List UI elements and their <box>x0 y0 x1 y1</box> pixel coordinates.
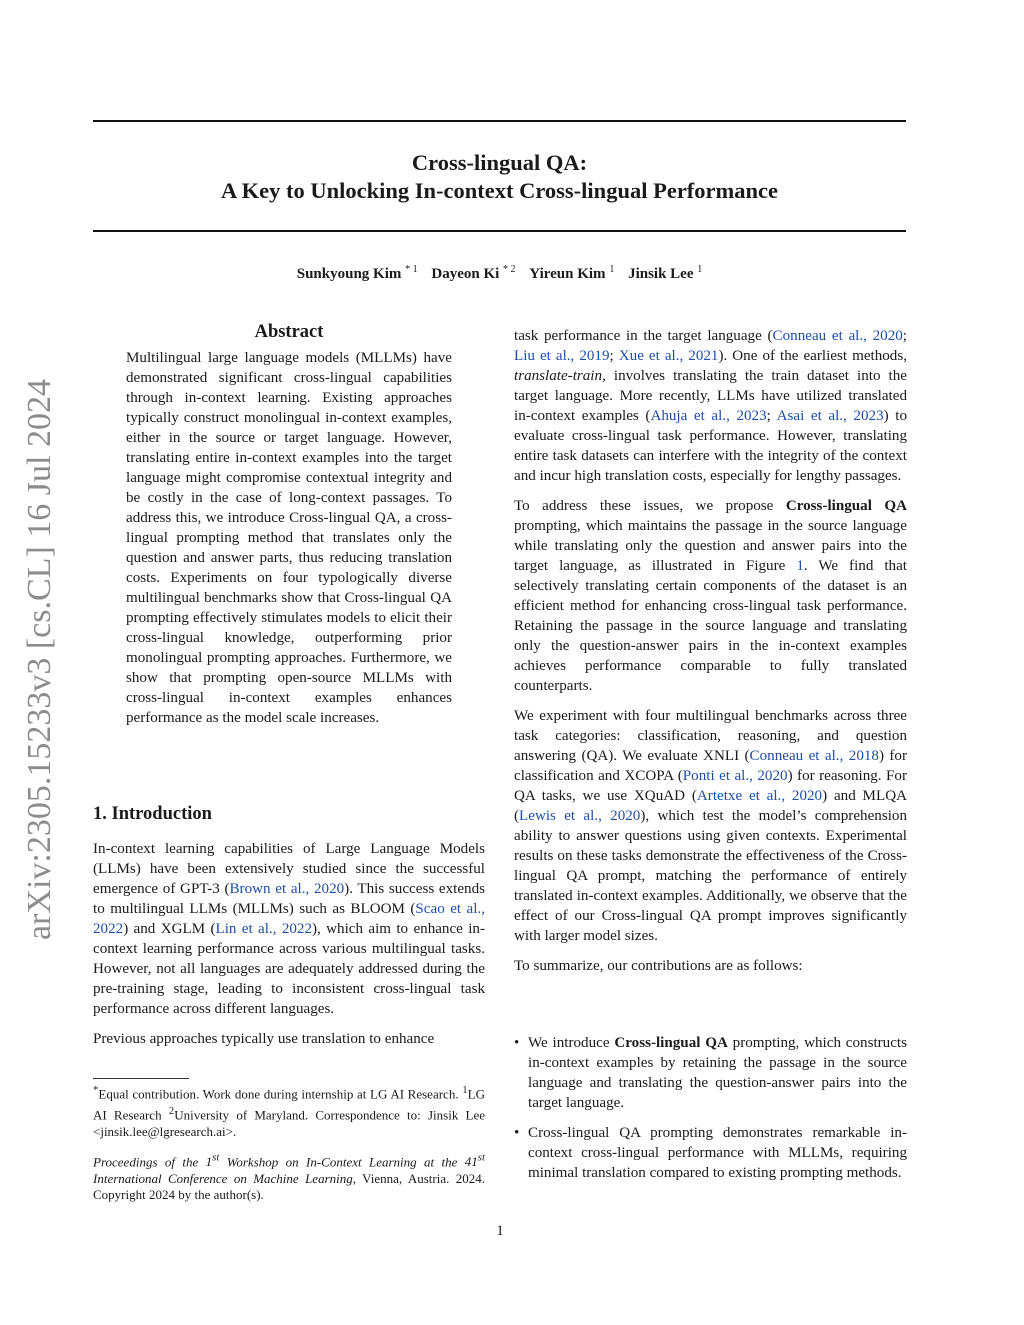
abstract-heading: Abstract <box>254 322 324 342</box>
citation-link[interactable]: Lin et al., 2022 <box>215 921 313 937</box>
right-paragraph-4: To summarize, our contributions are as follows: <box>514 958 803 974</box>
right-paragraph-1: task performance in the target language (Conneau et al., 2020; Liu et al., 2019; Xue et al., 2021). One of the earliest methods, translate-train, involves translating the train dataset into the target language. More recently, LLMs have utilized translated in-context examples (Ahuja et al., 2023; Asai et al., 2023) to evaluate cross-lingual task performance. However, translating entire task datasets can interfere with the integrity of the context and incur high translation costs, especially for lengthy passages. <box>514 328 907 484</box>
citation-link[interactable]: Conneau et al., 2020 <box>772 328 903 344</box>
citation-link[interactable]: Xue et al., 2021 <box>618 348 719 364</box>
citation-link[interactable]: Ponti et al., 2020 <box>682 768 788 784</box>
figure-link[interactable]: 1 <box>796 558 804 574</box>
intro-paragraph-2: Previous approaches typically use translation to enhance <box>93 1031 435 1047</box>
citation-link[interactable]: Scao et al., 2022 <box>93 901 485 937</box>
list-item: • Cross-lingual QA prompting demonstrates remarkable in-context cross-lingual performance with MLLMs, requiring minimal translation compared to existing prompting methods. <box>514 1125 907 1181</box>
list-item: • We introduce Cross-lingual QA prompting, which constructs in-context examples by retaining the passage in the source language and translating the question-answer pairs into the target language. <box>514 1035 907 1111</box>
citation-link[interactable]: Brown et al., 2020 <box>229 881 345 897</box>
bottom-rule <box>93 230 906 232</box>
page-number: 1 <box>496 1223 504 1239</box>
author: Dayeon Ki $^{* 2}$ <box>431 264 516 282</box>
citation-link[interactable]: Asai et al., 2023 <box>776 408 884 424</box>
author: Yireun Kim $^1$ <box>529 264 615 282</box>
right-column <box>514 326 907 976</box>
proceedings-note: Proceedings of the 1st Workshop on In-Context Learning at the 41st International Conference on Machine Learning, Vienna, Austria. 2024. Copyright 2024 by the author(s). <box>93 1152 486 1203</box>
right-paragraph-2: To address these issues, we propose Cross-lingual QA prompting, which maintains the passage in the source language while translating only the question and answer pairs into the target language, as illustrated in Figure 1. We find that selectively translating certain components of the dataset is an efficient method for enhancing cross-lingual task performance. Retaining the passage in the source language and translating only the question-answer pairs in the in-context examples achieves performance comparable to fully translated counterparts. <box>514 498 907 694</box>
paper-title-line2: A Key to Unlocking In-context Cross-lingual Performance <box>220 178 779 203</box>
citation-link[interactable]: Lewis et al., 2020 <box>519 808 641 824</box>
citation-link[interactable]: Artetxe et al., 2020 <box>696 788 823 804</box>
author: Jinsik Lee $^1$ <box>628 264 703 282</box>
citation-link[interactable]: Ahuja et al., 2023 <box>650 408 767 424</box>
footnote: *Equal contribution. Work done during internship at LG AI Research. $^1$LG AI Research $^2$University of Maryland. Correspondence to: Jinsik Lee <jinsik.lee@lgresearch.ai>. <box>93 1084 486 1139</box>
intro-column <box>93 839 485 1049</box>
citation-link[interactable]: Liu et al., 2019 <box>514 348 610 364</box>
contributions-list <box>514 1033 907 1193</box>
right-paragraph-3: We experiment with four multilingual benchmarks across three task categories: classification, reasoning, and question answering (QA). We evaluate XNLI (Conneau et al., 2018) for classification and XCOPA (Ponti et al., 2020) for reasoning. For QA tasks, we use XQuAD (Artetxe et al., 2020) and MLQA (Lewis et al., 2020), which test the model’s comprehension ability to answer questions using given contexts. Experimental results on these tasks demonstrate the effectiveness of the Cross-lingual QA prompt, matching the performance of entirely translated in-context examples. Additionally, we observe that the effect of our Cross-lingual QA prompt improves significantly with larger model sizes. <box>514 708 908 944</box>
author-list <box>93 264 906 283</box>
paper-title-line1: Cross-lingual QA: <box>411 150 588 175</box>
abstract-body: Multilingual large language models (MLLMs) have demonstrated significant cross-lingual capabilities through in-context learning. Existing approaches typically construct monolingual in-context examples, either in the source or target language. However, translating entire in-context examples into the target language might compromise contextual integrity and be costly in the case of long-context passages. To address this, we introduce Cross-lingual QA, a cross-lingual prompting method that translates only the question and answer parts, thus reducing translation costs. Experiments on four typologically diverse multilingual benchmarks show that Cross-lingual QA prompting effectively stimulates models to elicit their cross-lingual knowledge, outperforming prior monolingual prompting approaches. Furthermore, we show that prompting open-source MLLMs with cross-lingual in-context examples enhances performance as the model scale increases. <box>126 350 452 726</box>
section-heading-introduction: 1. Introduction <box>93 804 212 824</box>
citation-link[interactable]: Conneau et al., 2018 <box>749 748 879 764</box>
author: Sunkyoung Kim $^{* 1}$ <box>296 264 418 282</box>
footnote-rule <box>93 1078 189 1079</box>
top-rule <box>93 120 906 122</box>
arxiv-stamp: arXiv:2305.15233v3 [cs.CL] 16 Jul 2024 <box>21 379 58 940</box>
intro-paragraph-1: In-context learning capabilities of Large Language Models (LLMs) have been extensively studied since the successful emergence of GPT-3 (Brown et al., 2020). This success extends to multilingual LLMs (MLLMs) such as BLOOM (Scao et al., 2022) and XGLM (Lin et al., 2022), which aim to enhance in-context learning performance across various multilingual tasks. However, not all languages are adequately addressed during the pre-training stage, leading to inconsistent cross-lingual task performance across different languages. <box>93 841 485 1017</box>
